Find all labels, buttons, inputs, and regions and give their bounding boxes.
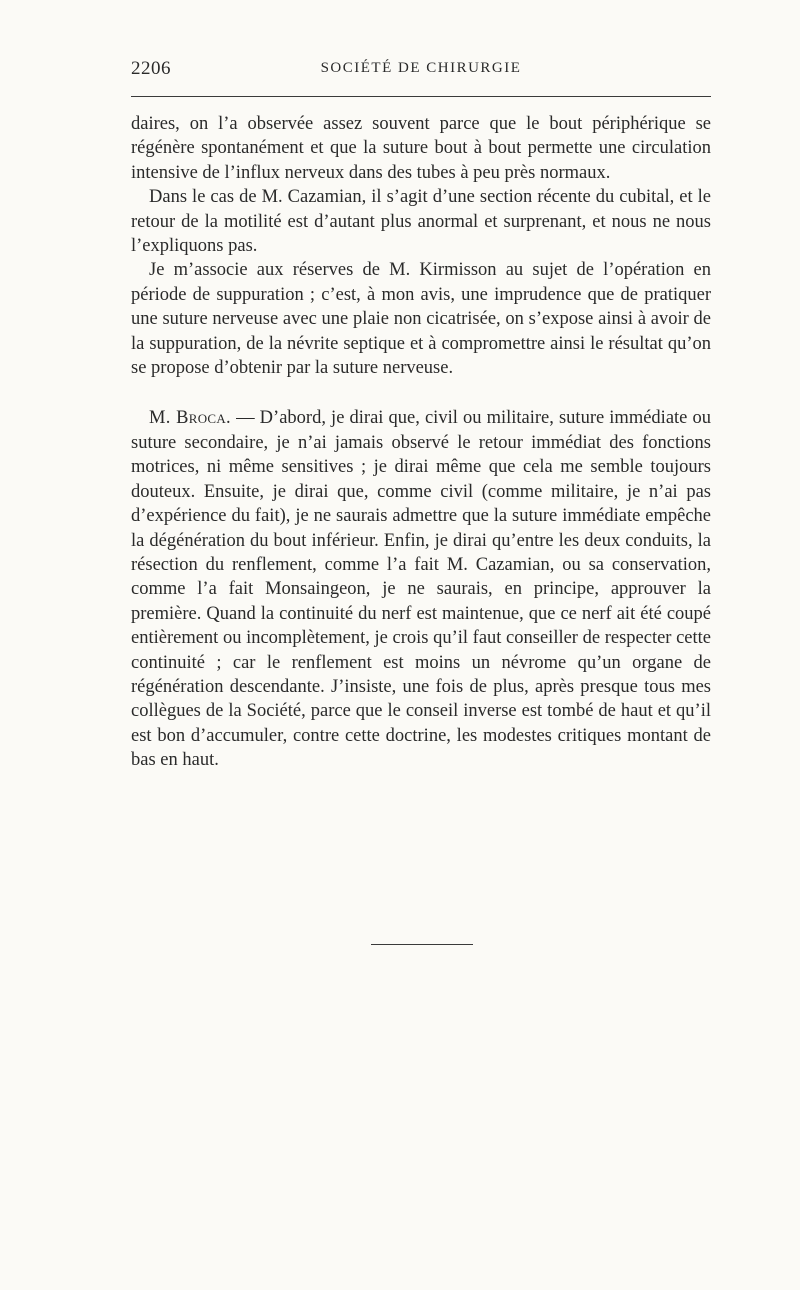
running-head: SOCIÉTÉ DE CHIRURGIE bbox=[320, 60, 522, 76]
paragraph-cazamian-case: Dans le cas de M. Cazamian, il s’agit d’une section récente du cubital, et le retour de la motilité est d’autant plus anormal et surprenant, et nous ne nous l’expliquons pas. bbox=[131, 187, 711, 257]
header-rule bbox=[131, 96, 711, 97]
page-header bbox=[131, 58, 711, 88]
end-rule bbox=[371, 944, 473, 945]
paragraph-broca-remarks bbox=[131, 406, 711, 772]
page-number: 2206 bbox=[131, 58, 171, 79]
paragraph-continuation: daires, on l’a observée assez souvent parce que le bout périphérique se régénère spontanément et que la suture bout à bout permette une circulation intensive de l’influx nerveux dans des tubes à peu près normaux. bbox=[131, 114, 711, 183]
broca-remarks-text: — D’abord, je dirai que, civil ou militaire, suture immédiate ou suture secondaire, je n’ai jamais observé le retour immédiat des fonctions motrices, ni même sensitives ; je dirai même que cela me semble toujours douteux. Ensuite, je dirai que, comme civil (comme militaire, je n’ai pas d’expérience du fait), je ne saurais admettre que la suture immédiate empêche la dégénération du bout inférieur. Enfin, je dirai qu’entre les deux conduits, la résection du renflement, comme l’a fait M. Cazamian, ou sa conservation, comme l’a fait Monsaingeon, je ne saurais, en principe, approuver la première. Quand la continuité du nerf est maintenue, que ce nerf ait été coupé entièrement ou incomplètement, je crois qu’il faut conseiller de respecter cette continuité ; car le renflement est moins un névrome qu’un organe de régénération descendante. J’insiste, une fois de plus, après presque tous mes collègues de la Société, parce que le conseil inverse est tombé de haut et qu’il est bon d’accumuler, contre cette doctrine, les modestes critiques montant de bas en haut. bbox=[131, 408, 711, 771]
paragraph-kirmisson-reserves: Je m’associe aux réserves de M. Kirmisson au sujet de l’opération en période de suppuration ; c’est, à mon avis, une imprudence que de pratiquer une suture nerveuse avec une plaie non cicatrisée, on s’expose ainsi à avoir de la suppuration, de la névrite septique et à compromettre ainsi le résultat qu’on se propose d’obtenir par la suture nerveuse. bbox=[131, 260, 711, 379]
speaker-name: M. Broca. bbox=[149, 408, 231, 429]
body-text bbox=[131, 112, 711, 773]
